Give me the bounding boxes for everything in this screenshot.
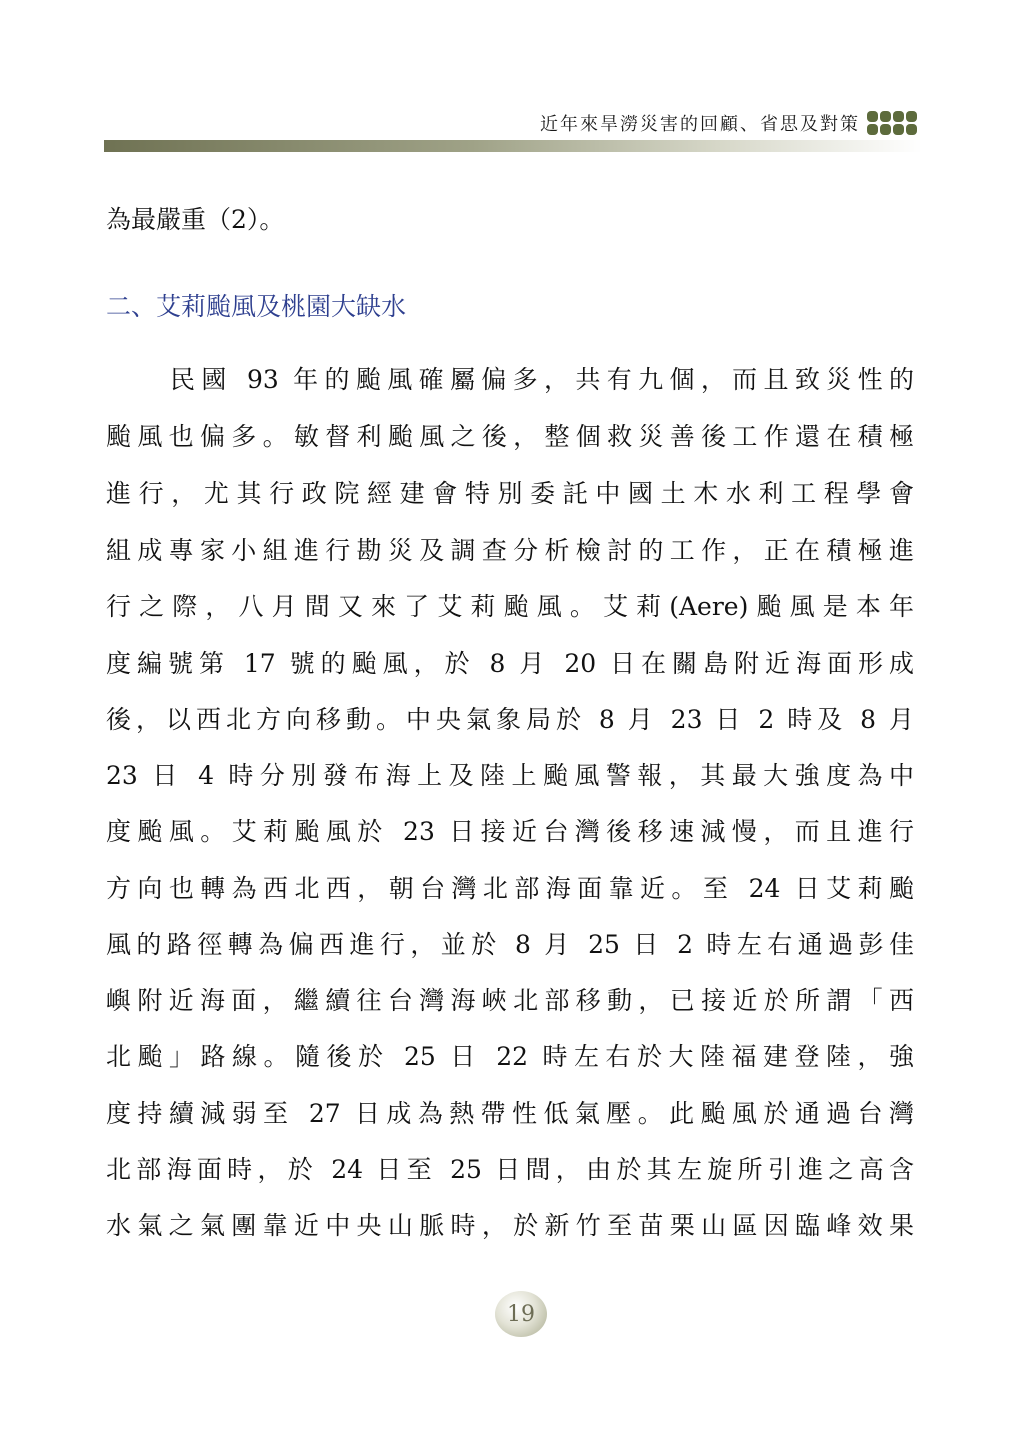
body-line: 後，以西北方向移動。中央氣象局於 8 月 23 日 2 時及 8 月 (106, 705, 914, 734)
body-line: 風的路徑轉為偏西進行，並於 8 月 25 日 2 時左右通過彭佳 (106, 930, 914, 959)
body-line: 方向也轉為西北西，朝台灣北部海面靠近。至 24 日艾莉颱 (106, 874, 914, 903)
body-line: 組成專家小組進行勘災及調查分析檢討的工作，正在積極進 (106, 536, 914, 565)
header-rule (104, 140, 922, 152)
body-line: 民國 93 年的颱風確屬偏多，共有九個，而且致災性的 (170, 365, 914, 394)
body-line: 北部海面時，於 24 日至 25 日間，由於其左旋所引進之高含 (106, 1155, 914, 1184)
page-number-badge (495, 1291, 547, 1337)
body-line: 北颱」路線。隨後於 25 日 22 時左右於大陸福建登陸，強 (106, 1042, 914, 1071)
body-line: 23 日 4 時分別發布海上及陸上颱風警報，其最大強度為中 (106, 761, 914, 790)
body-line: 度颱風。艾莉颱風於 23 日接近台灣後移速減慢，而且進行 (106, 817, 914, 846)
body-line: 進行，尤其行政院經建會特別委託中國土木水利工程學會 (106, 479, 914, 508)
body-line: 度編號第 17 號的颱風，於 8 月 20 日在關島附近海面形成 (106, 649, 914, 678)
running-header (540, 110, 918, 136)
page-number: 19 (507, 1301, 535, 1327)
body-line: 颱風也偏多。敏督利颱風之後，整個救災善後工作還在積極 (106, 422, 914, 451)
body-line: 嶼附近海面，繼續往台灣海峽北部移動，已接近於所謂「西 (106, 986, 914, 1015)
running-title: 近年來旱澇災害的回顧、省思及對策 (540, 114, 860, 135)
four-leaf-emblem-icon (866, 110, 918, 136)
paragraph-continuation: 為最嚴重（2）。 (106, 205, 285, 234)
body-line: 行之際，八月間又來了艾莉颱風。艾莉(Aere)颱風是本年 (106, 592, 914, 621)
body-line: 度持續減弱至 27 日成為熱帶性低氣壓。此颱風於通過台灣 (106, 1099, 914, 1128)
section-heading: 二、艾莉颱風及桃園大缺水 (106, 292, 407, 321)
body-line: 水氣之氣團靠近中央山脈時，於新竹至苗栗山區因臨峰效果 (106, 1211, 914, 1240)
